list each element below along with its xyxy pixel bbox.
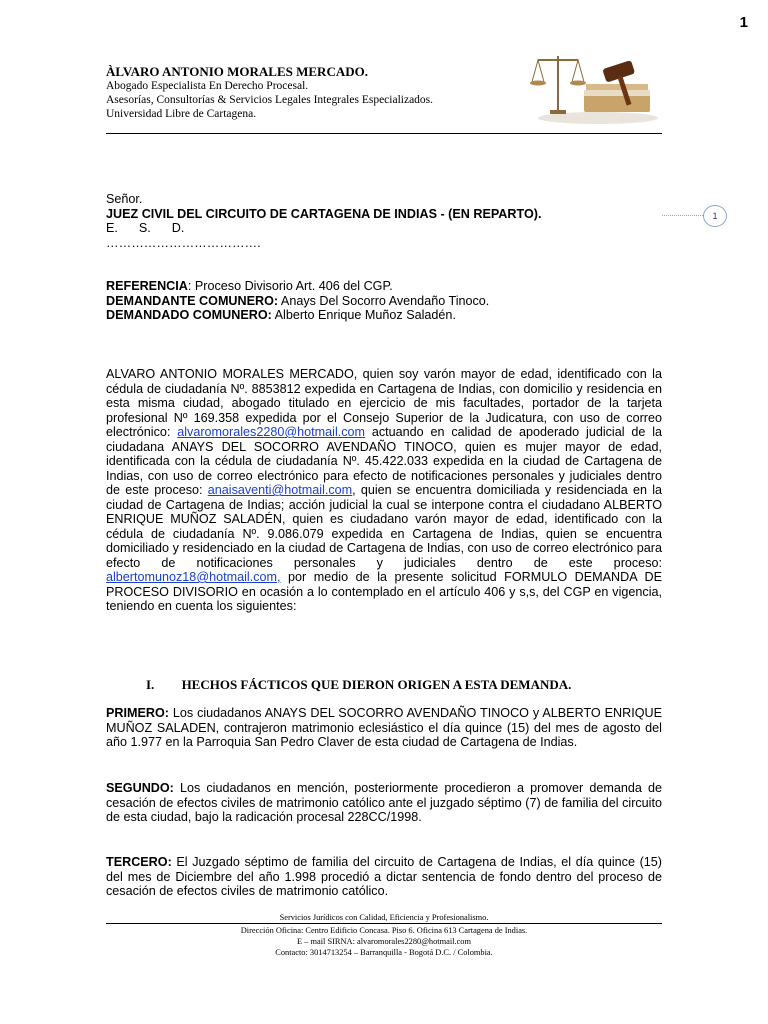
- section-heading: [146, 677, 571, 693]
- scales-gavel-logo-icon: [520, 46, 660, 126]
- footer-address: Dirección Oficina: Centro Edificio Concasa. Piso 6. Oficina 613 Cartagena de Indias.: [240, 926, 528, 935]
- defendant-value: Alberto Enrique Muñoz Saladén.: [271, 308, 456, 322]
- header-divider: [106, 133, 662, 134]
- footer-contact-block: [106, 925, 662, 958]
- letterhead-line-3: Universidad Libre de Cartagena.: [106, 108, 257, 120]
- esd-line: E. S. D.: [106, 221, 185, 235]
- letterhead: [106, 64, 433, 121]
- fact-segundo: SEGUNDO: Los ciudadanos en mención, posteriormente procedieron a promover demanda de cesación de efectos civiles de matrimonio católico ante el juzgado séptimo (7) de familia del circuito de esta ciudad, bajo la radicación procesal 228CC/1998.: [106, 781, 662, 824]
- fact-primero: PRIMERO: Los ciudadanos ANAYS DEL SOCORRO AVENDAÑO TINOCO y ALBERTO ENRIQUE MUÑOZ SALADEN, contrajeron matrimonio eclesiástico el día quince (15) del mes de agosto del año 1.977 en la Parroquia San Pedro Claver de esta ciudad de Cartagena de Indias.: [106, 706, 662, 749]
- letterhead-line-2: Asesorías, Consultorías & Servicios Legales Integrales Especializados.: [106, 94, 434, 106]
- email-link-plaintiff[interactable]: anaisaventi@hotmail.com: [207, 483, 353, 497]
- plaintiff-label: DEMANDANTE COMUNERO:: [106, 293, 279, 308]
- section-title: HECHOS FÁCTICOS QUE DIERON ORIGEN A ESTA DEMANDA.: [181, 677, 572, 692]
- reference-label: REFERENCIA: [106, 279, 188, 293]
- lawyer-name: ÀLVARO ANTONIO MORALES MERCADO.: [106, 64, 368, 79]
- email-link-lawyer[interactable]: alvaromorales2280@hotmail.com: [177, 425, 366, 439]
- dots-line: ……………………………….: [106, 235, 261, 250]
- addressee-block: [106, 192, 662, 250]
- footer-email: E – mail SIRNA: alvaromorales2280@hotmail.com: [296, 937, 472, 946]
- fact-tercero: TERCERO: El Juzgado séptimo de familia del circuito de Cartagena de Indias, el día quince (15) del mes de Diciembre del año 1.998 procedió a dictar sentencia de fondo dentro del proceso de cesación de efectos civiles de matrimonio católico.: [106, 855, 662, 898]
- reference-line: [106, 279, 662, 294]
- salutation: Señor.: [106, 192, 143, 206]
- plaintiff-value: Anays Del Socorro Avendaño Tinoco.: [278, 293, 490, 308]
- defendant-line: [106, 308, 662, 323]
- intro-paragraph: ALVARO ANTONIO MORALES MERCADO, quien soy varón mayor de edad, identificado con la cédula de ciudadanía Nº. 8853812 expedida en Cartagena de Indias, con domicilio y residencia en esta misma ciudad, abogado titulado en ejercicio de mis facultades, portador de la tarjeta profesional Nº 169.358 expedida por el Consejo Superior de la Judicatura, con uso de correo electrónico: alvaromorales2280@hotmail.com actuando en calidad de apoderado judicial de la ciudadana ANAYS DEL SOCORRO AVENDAÑO TINOCO, quien es mujer mayor de edad, identificada con la cédula de ciudadanía Nº. 45.422.033 expedida en la ciudad de Cartagena de Indias, con uso de correo electrónico para efecto de notificaciones personales y judiciales dentro de este proceso: anaisaventi@hotmail.com, quien se encuentra domiciliada y residenciada en la ciudad de Cartagena de Indias; acción judicial la cual se interpone contra el ciudadano ALBERTO ENRIQUE MUÑOZ SALADÉN, quien es ciudadano varón mayor de edad, identificado con la cédula de ciudadanía Nº. 9.086.079 expedida en Cartagena de Indias, quien se encuentra domiciliado y residenciado en la ciudad de Cartagena de Indias, con uso de correo electrónico para efecto de notificaciones personales y judiciales dentro de este proceso: albertomunoz18@hotmail.com, por medio de la presente solicitud FORMULO DEMANDA DE PROCESO DIVISORIO en ocasión a lo contemplado en el artículo 406 y s,s, del CGP en vigencia, teniendo en cuenta los siguientes:: [106, 367, 662, 613]
- court-name: JUEZ CIVIL DEL CIRCUITO DE CARTAGENA DE INDIAS - (EN REPARTO).: [106, 206, 542, 221]
- comment-marker[interactable]: 1: [703, 205, 727, 227]
- footer-contact: Contacto: 3014713254 – Barranquilla - Bogotá D.C. / Colombia.: [275, 948, 493, 957]
- footer-slogan: Servicios Jurídicos con Calidad, Eficiencia y Profesionalismo.: [279, 913, 489, 922]
- defendant-label: DEMANDADO COMUNERO:: [106, 308, 272, 322]
- comment-connector: [662, 215, 703, 216]
- reference-block: [106, 279, 662, 323]
- email-link-defendant[interactable]: albertomunoz18@hotmail.com,: [106, 570, 281, 584]
- page-number: 1: [739, 14, 748, 31]
- section-numeral: I.: [146, 677, 155, 692]
- plaintiff-line: [106, 294, 662, 309]
- letterhead-line-1: Abogado Especialista En Derecho Procesal.: [106, 80, 309, 92]
- footer-divider: [106, 923, 662, 924]
- reference-value: : Proceso Divisorio Art. 406 del CGP.: [187, 279, 393, 293]
